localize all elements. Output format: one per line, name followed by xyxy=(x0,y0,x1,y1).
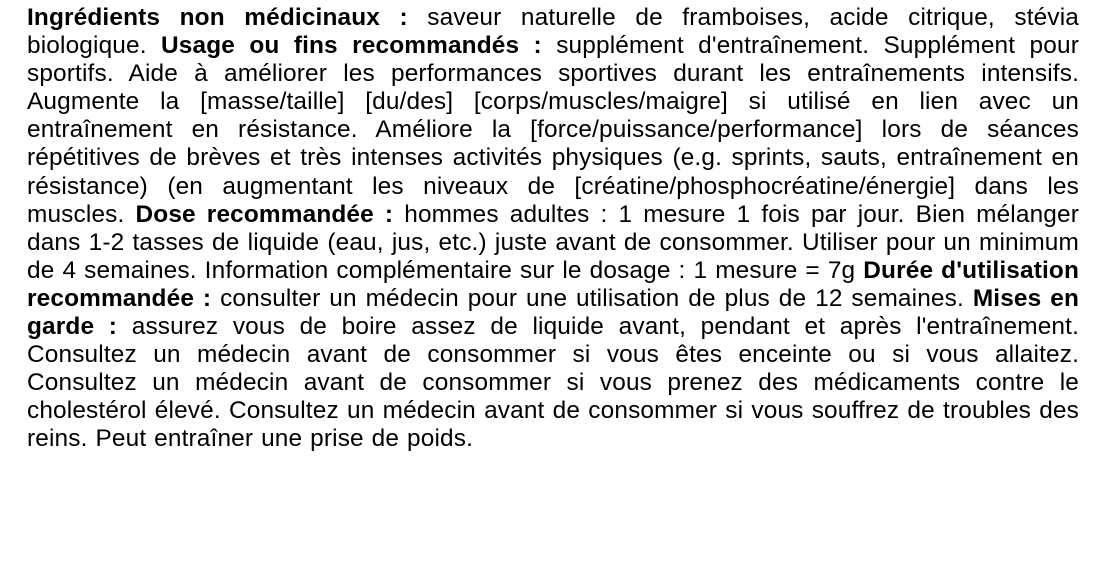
recommended-duration-heading: Durée d'utilisation recommandée : xyxy=(27,256,1079,312)
non-medicinal-ingredients-text: saveur naturelle de framboises, acide citrique, stévia biologique. xyxy=(27,4,1079,60)
non-medicinal-ingredients-heading: Ingrédients non médicinaux : xyxy=(27,4,408,31)
recommended-use-heading: Usage ou fins recommandés : xyxy=(161,32,542,60)
warnings-text: assurez vous de boire assez de liquide avant, pendant et après l'entraînement. Consultez un médecin avant de consommer si vous êtes enceinte ou si vous allaitez. Consultez un médecin avant de consommer si vous prenez des médicaments contre le cholestérol élevé. Consultez un médecin avant de consommer si vous souffrez de troubles des reins. Peut entraîner une prise de poids. xyxy=(27,313,1080,453)
recommended-duration-text: consulter un médecin pour une utilisation de plus de 12 semaines. xyxy=(211,284,973,312)
recommended-use-text: supplément d'entraînement. Supplément pour sportifs. Aide à améliorer les performances sportives durant les entraînements intensifs. Augmente la [masse/taille] [du/des] [corps/muscles/maigre] si utilisé en lien avec un entraînement en résistance. Améliore la [force/puissance/performance] lors de séances répétitives de brèves et très intenses activités physiques (e.g. sprints, sauts, entraînement en résistance) (en augmentant les niveaux de [créatine/phosphocréatine/énergie] dans les muscles. xyxy=(27,32,1079,228)
recommended-dose-heading: Dose recommandée : xyxy=(135,200,394,228)
recommended-dose-text: hommes adultes : 1 mesure 1 fois par jour. Bien mélanger dans 1-2 tasses de liquide (eau, jus, etc.) juste avant de consommer. Utiliser pour un minimum de 4 semaines. Information complémentaire sur le dosage : 1 mesure = 7g xyxy=(27,200,1080,284)
warnings-heading: Mises en garde : xyxy=(27,284,1079,341)
product-label-text xyxy=(27,4,1079,454)
